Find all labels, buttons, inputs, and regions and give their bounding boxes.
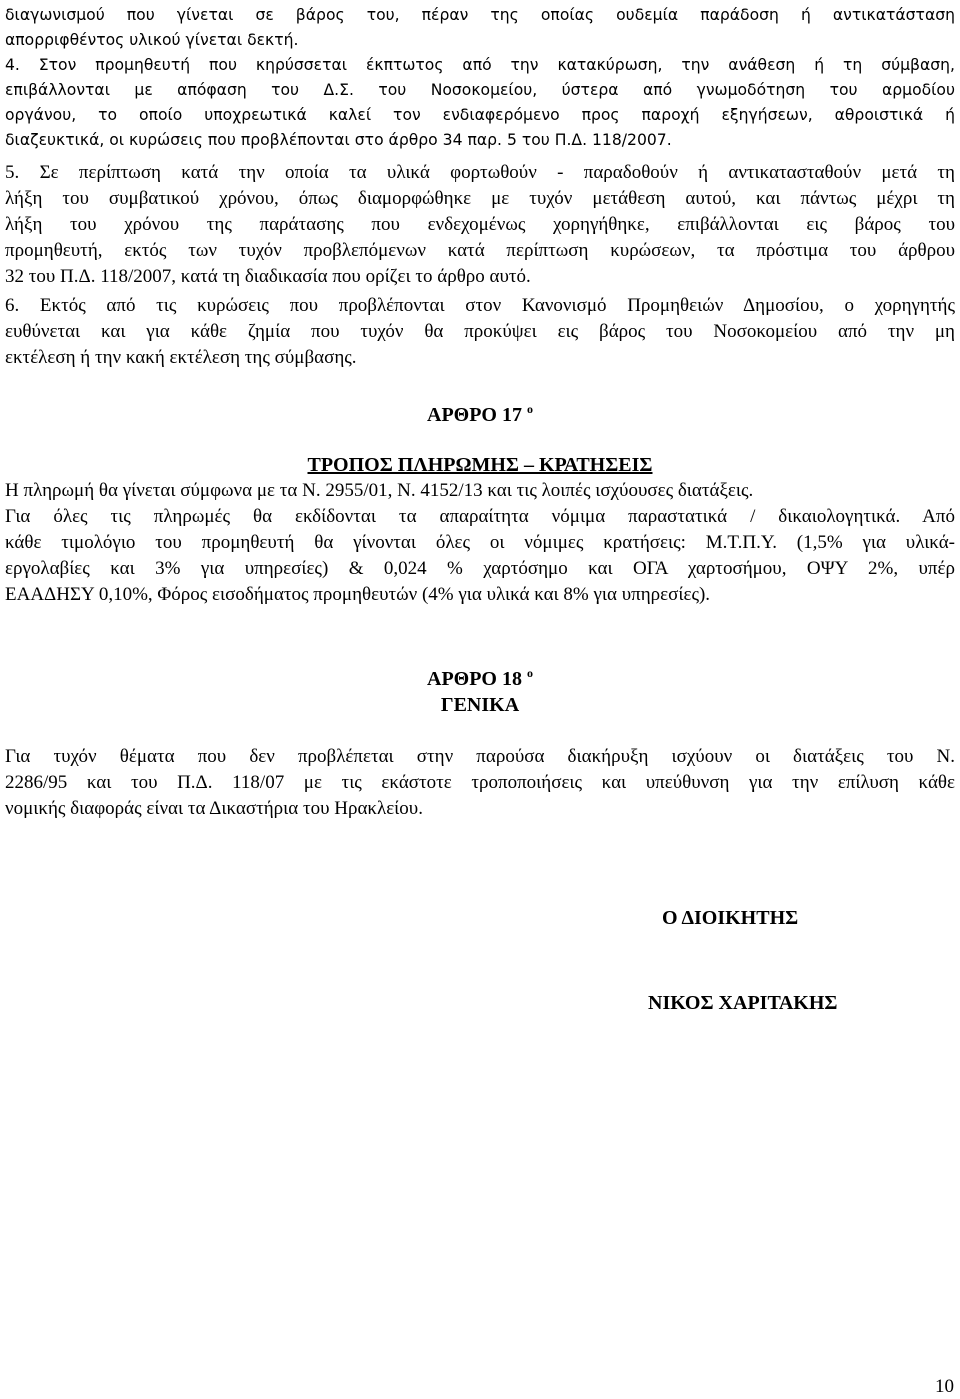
- paragraph-line: 4. Στον προμηθευτή που κηρύσσεται έκπτωτος από την κατακύρωση, την ανάθεση ή τη σύμβαση,: [5, 56, 955, 74]
- paragraph-line: Για τυχόν θέματα που δεν προβλέπεται στην παρούσα διακήρυξη ισχύουν οι διατάξεις του Ν.: [5, 746, 955, 767]
- paragraph-line: Για όλες τις πληρωμές θα εκδίδονται τα απαραίτητα νόμιμα παραστατικά / δικαιολογητικά. Από: [5, 506, 955, 527]
- paragraph-line: επιβάλλονται με απόφαση του Δ.Σ. του Νοσοκομείου, ύστερα από γνωμοδότηση του αρμοδίου: [5, 81, 955, 99]
- paragraph-line: απορριφθέντος υλικού γίνεται δεκτή.: [5, 31, 299, 49]
- ordinal-superscript: ο: [527, 666, 533, 680]
- paragraph-line: κάθε τιμολόγιο του προμηθευτή θα γίνονται όλες οι νόμιμες κρατήσεις: Μ.Τ.Π.Υ. (1,5% για υλικά-: [5, 532, 955, 553]
- article-18-subheading: ΓΕΝΙΚΑ: [440, 694, 520, 716]
- paragraph-line: εργολαβίες και 3% για υπηρεσίες) & 0,024 % χαρτόσημο και ΟΓΑ χαρτοσήμου, ΟΨΥ 2%, υπέρ: [5, 558, 955, 579]
- paragraph-line: ΕΑΑΔΗΣΥ 0,10%, Φόρος εισοδήματος προμηθευτών (4% για υλικά και 8% για υπηρεσίες).: [5, 584, 711, 605]
- paragraph-line: λήξη του συμβατικού χρόνου, όπως διαμορφώθηκε με τυχόν μετάθεση αυτού, και πάντως μέχρι τη: [5, 188, 955, 209]
- article-18-heading: ΑΡΘΡΟ 18 $^o$: [427, 666, 533, 690]
- paragraph-line: Η πληρωμή θα γίνεται σύμφωνα με τα Ν. 2955/01, Ν. 4152/13 και τις λοιπές ισχύουσες διατάξεις.: [5, 480, 754, 501]
- paragraph-line: 6. Εκτός από τις κυρώσεις που προβλέπονται στον Κανονισμό Προμηθειών Δημοσίου, ο χορηγητής: [5, 295, 955, 316]
- signature-name: ΝΙΚΟΣ ΧΑΡΙΤΑΚΗΣ: [648, 992, 838, 1014]
- paragraph-line: λήξη του χρόνου της παράτασης που ενδεχομένως χορηγήθηκε, επιβάλλονται εις βάρος του: [5, 214, 955, 235]
- article-17-heading: ΑΡΘΡΟ 17 $^o$: [427, 402, 533, 426]
- paragraph-line: οργάνου, το οποίο υποχρεωτικά καλεί τον ενδιαφερόμενο προς παροχή εξηγήσεων, αθροιστικά ή: [5, 106, 955, 124]
- article-17-subheading: ΤΡΟΠΟΣ ΠΛΗΡΩΜΗΣ – ΚΡΑΤΗΣΕΙΣ: [307, 454, 653, 476]
- signature-title: Ο ΔΙΟΙΚΗΤΗΣ: [662, 907, 799, 929]
- paragraph-line: 2286/95 και του Π.Δ. 118/07 με τις εκάστοτε τροποποιήσεις και υπεύθυνση για την επίλυση κάθε: [5, 772, 955, 793]
- paragraph-line: 5. Σε περίπτωση κατά την οποία τα υλικά φορτωθούν - παραδοθούν ή αντικατασταθούν μετά τη: [5, 162, 955, 183]
- paragraph-line: εκτέλεση ή την κακή εκτέλεση της σύμβασης.: [5, 347, 357, 368]
- paragraph-line: προμηθευτή, εκτός των τυχόν προβλεπόμενων κατά περίπτωση κυρώσεων, τα πρόστιμα του άρθρου: [5, 240, 955, 261]
- paragraph-line: ευθύνεται και για κάθε ζημία που τυχόν θα προκύψει εις βάρος του Νοσοκομείου από την μη: [5, 321, 955, 342]
- paragraph-line: διαζευκτικά, οι κυρώσεις που προβλέπονται στο άρθρο 34 παρ. 5 του Π.Δ. 118/2007.: [5, 131, 672, 149]
- ordinal-superscript: ο: [527, 402, 533, 416]
- page-number: 10: [935, 1376, 954, 1397]
- paragraph-line: νομικής διαφοράς είναι τα Δικαστήρια του Ηρακλείου.: [5, 798, 423, 819]
- paragraph-line: διαγωνισμού που γίνεται σε βάρος του, πέραν της οποίας ουδεμία παράδοση ή αντικατάσταση: [5, 6, 955, 24]
- paragraph-line: 32 του Π.Δ. 118/2007, κατά τη διαδικασία που ορίζει το άρθρο αυτό.: [5, 266, 531, 287]
